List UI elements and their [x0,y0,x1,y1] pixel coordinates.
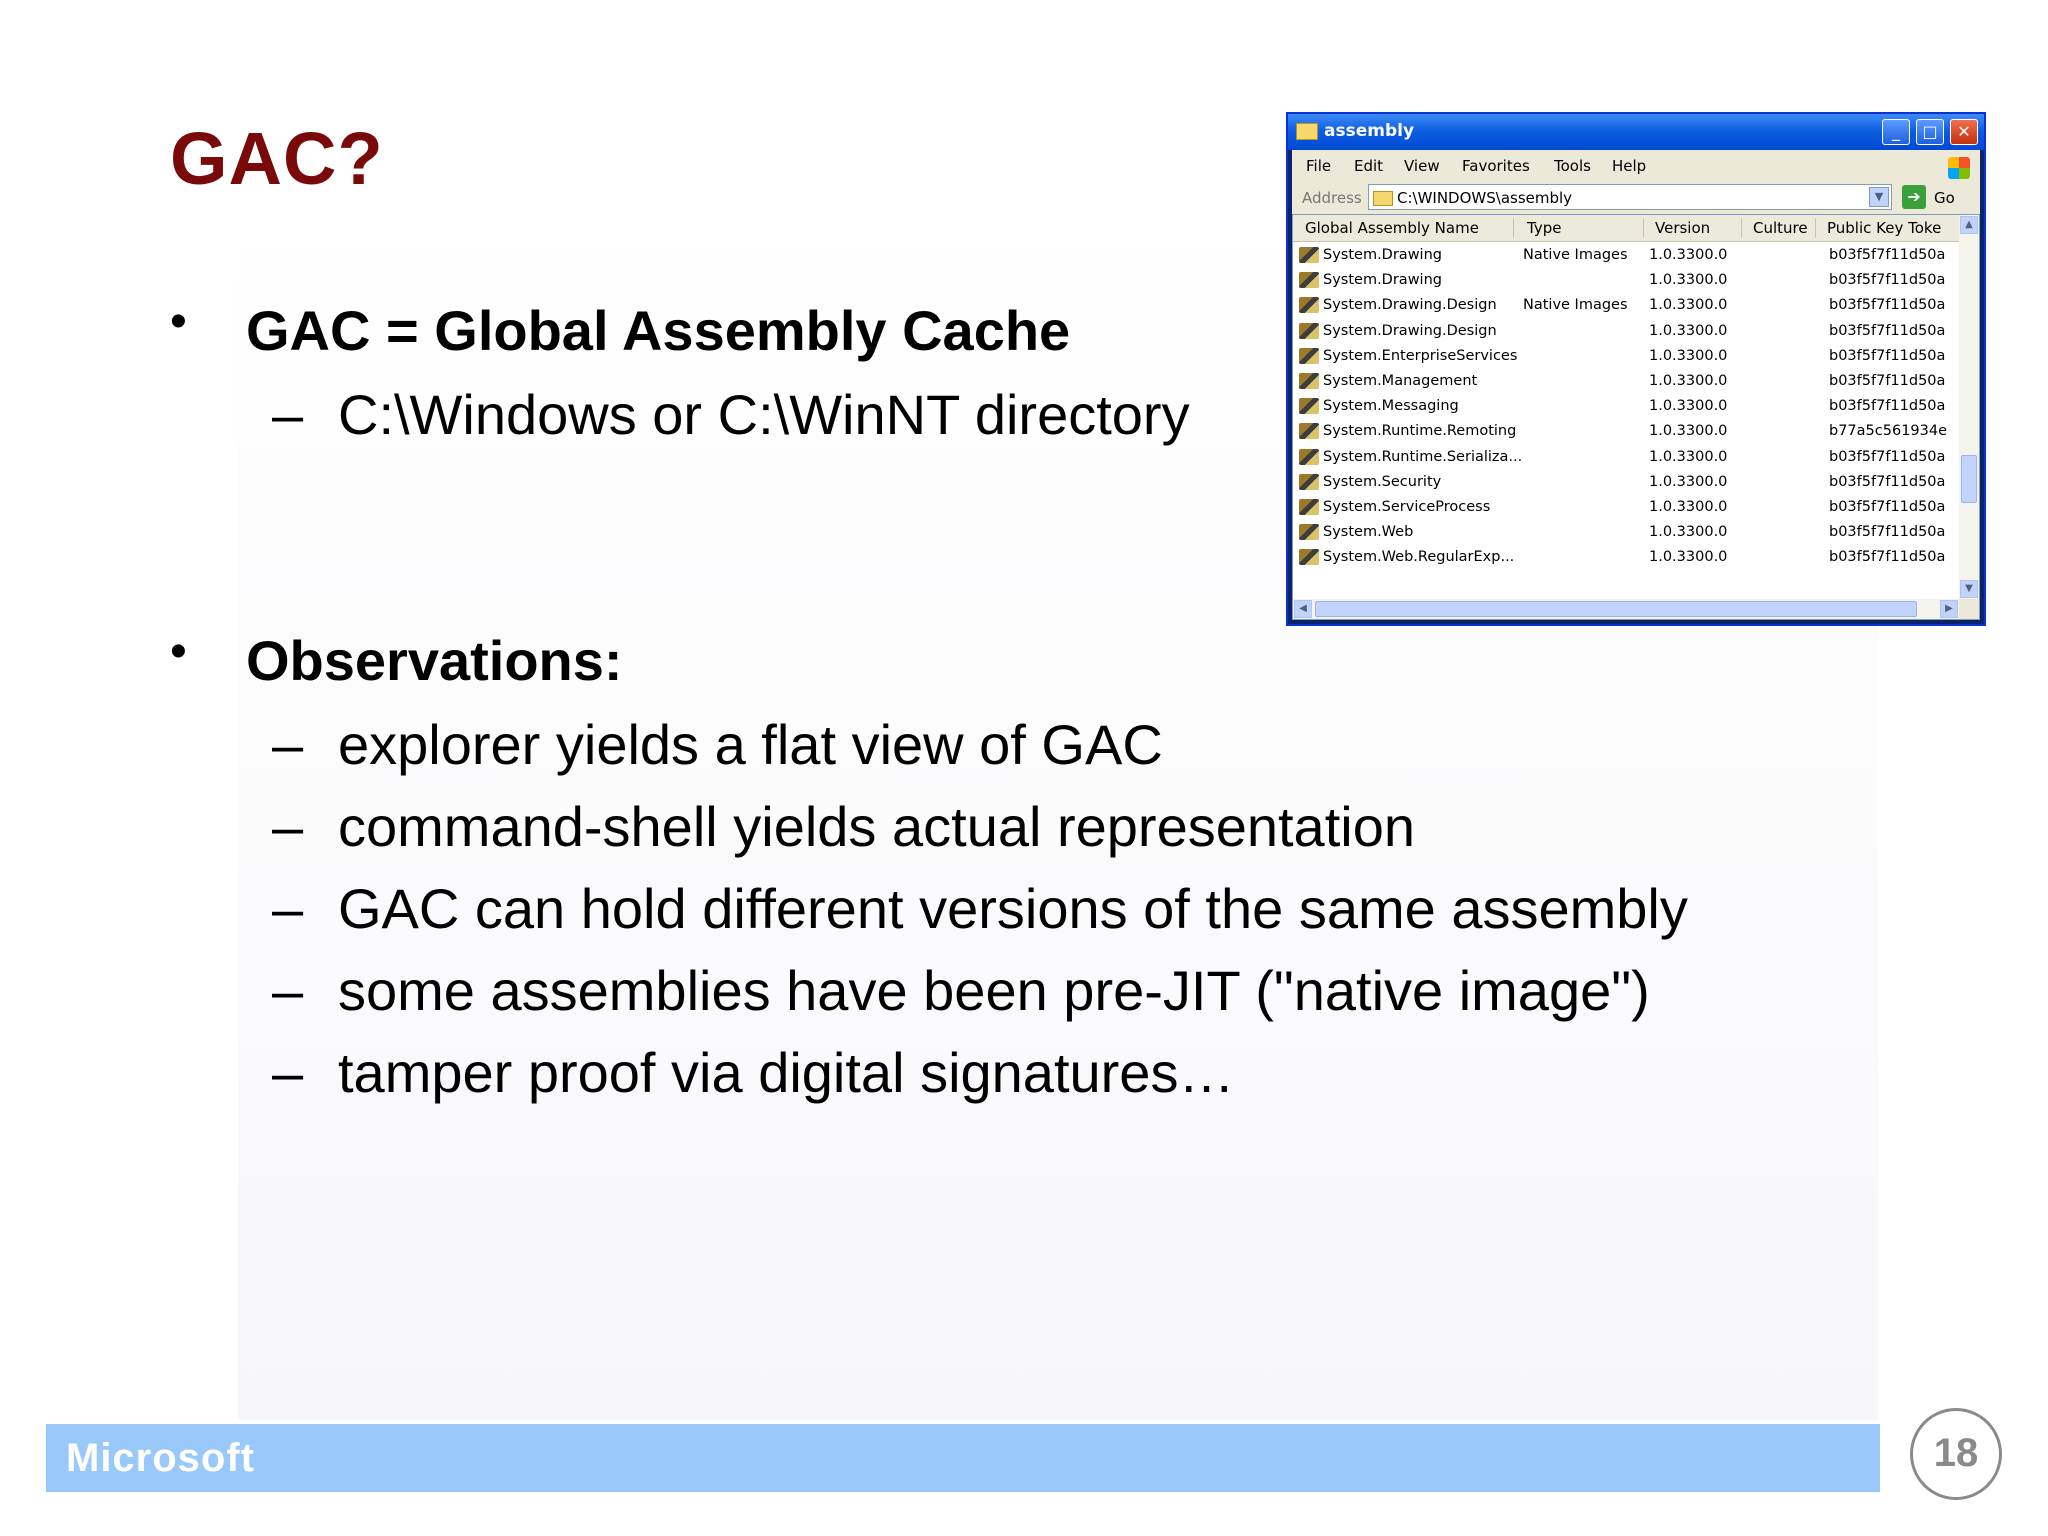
cell-public-key: b77a5c561934e [1829,423,1948,440]
table-row[interactable] [1293,520,1959,545]
assembly-icon [1299,499,1319,515]
cell-name: System.ServiceProcess [1323,498,1491,515]
footer-brand: Microsoft [66,1436,255,1480]
scroll-down-icon[interactable]: ▼ [1960,580,1978,598]
cell-version: 1.0.3300.0 [1649,372,1728,389]
menu-favorites[interactable]: Favorites [1462,157,1530,175]
cell-version: 1.0.3300.0 [1649,297,1728,314]
table-row[interactable] [1293,293,1959,318]
column-header-public-key[interactable]: Public Key Toke [1827,219,1942,237]
bullet-text: GAC = Global Assembly Cache [246,299,1071,362]
cell-version: 1.0.3300.0 [1649,272,1728,289]
sub-bullet-marker: – [272,877,304,940]
column-header-version[interactable]: Version [1655,219,1711,237]
cell-public-key: b03f5f7f11d50a [1829,398,1946,415]
cell-public-key: b03f5f7f11d50a [1829,322,1946,339]
scroll-thumb[interactable] [1961,455,1977,503]
cell-name: System.EnterpriseServices [1323,347,1518,364]
address-bar [1292,180,1980,215]
sub-bullet-text: command-shell yields actual representation [338,795,1415,858]
table-row[interactable] [1293,268,1959,293]
sub-bullet-marker: – [272,959,304,1022]
cell-public-key: b03f5f7f11d50a [1829,272,1946,289]
window-titlebar[interactable] [1288,114,1984,150]
resize-grip-icon[interactable] [1959,599,1979,619]
cell-public-key: b03f5f7f11d50a [1829,549,1946,566]
cell-name: System.Messaging [1323,398,1459,415]
cell-version: 1.0.3300.0 [1649,524,1728,541]
window-title: assembly [1324,121,1415,141]
assembly-icon [1299,449,1319,465]
assembly-icon [1299,549,1319,565]
minimize-button[interactable]: _ [1882,119,1910,145]
menu-view[interactable]: View [1404,157,1440,175]
list-header [1293,215,1959,242]
scroll-right-icon[interactable]: ▶ [1940,600,1958,618]
cell-name: System.Management [1323,372,1478,389]
cell-name: System.Drawing.Design [1323,297,1497,314]
bullet-text: Observations: [246,629,623,692]
cell-public-key: b03f5f7f11d50a [1829,247,1946,263]
folder-icon [1373,191,1393,206]
horizontal-scrollbar[interactable] [1293,599,1959,619]
cell-public-key: b03f5f7f11d50a [1829,297,1946,314]
cell-name: System.Drawing.Design [1323,322,1497,339]
bullet-marker: • [170,625,187,678]
cell-name: System.Runtime.Remoting [1323,423,1517,440]
sub-bullet-text: C:\Windows or C:\WinNT directory [338,383,1190,446]
address-label: Address [1302,189,1362,207]
cell-version: 1.0.3300.0 [1649,498,1728,515]
go-button[interactable]: Go [1934,189,1955,207]
cell-version: 1.0.3300.0 [1649,423,1728,440]
sub-bullet-text: explorer yields a flat view of GAC [338,713,1163,776]
cell-public-key: b03f5f7f11d50a [1829,347,1946,364]
footer-bar [46,1424,1880,1492]
bullet-marker: • [170,295,187,348]
cell-public-key: b03f5f7f11d50a [1829,498,1946,515]
bullet-observations [170,625,1170,698]
column-header-type[interactable]: Type [1527,219,1562,237]
table-row[interactable] [1293,394,1959,419]
table-row[interactable] [1293,344,1959,369]
assembly-icon [1299,247,1319,263]
chevron-down-icon[interactable]: ▼ [1869,187,1889,207]
table-row[interactable] [1293,369,1959,394]
menu-edit[interactable]: Edit [1354,157,1384,175]
table-row[interactable] [1293,495,1959,520]
assembly-icon [1299,423,1319,439]
cell-name: System.Web.RegularExp... [1323,549,1515,566]
table-row[interactable] [1293,243,1959,268]
assembly-icon [1299,474,1319,490]
page-number: 18 [1933,1431,1979,1475]
sub-bullet-marker: – [272,1041,304,1104]
cell-name: System.Runtime.Serializa... [1323,448,1523,465]
cell-public-key: b03f5f7f11d50a [1829,372,1946,389]
menu-help[interactable]: Help [1612,157,1647,175]
assembly-icon [1299,398,1319,414]
cell-public-key: b03f5f7f11d50a [1829,473,1946,490]
column-header-culture[interactable]: Culture [1753,219,1808,237]
go-arrow-icon[interactable]: ➔ [1902,185,1926,209]
column-header-name[interactable]: Global Assembly Name [1305,219,1479,237]
cell-version: 1.0.3300.0 [1649,398,1728,415]
table-row[interactable] [1293,319,1959,344]
bullet-gac-definition [170,295,1170,368]
scroll-left-icon[interactable]: ◀ [1294,600,1312,618]
cell-public-key: b03f5f7f11d50a [1829,448,1946,465]
maximize-button[interactable]: □ [1916,119,1944,145]
sub-bullet-text: tamper proof via digital signatures… [338,1041,1235,1104]
cell-type: Native Images [1523,247,1628,263]
scroll-up-icon[interactable]: ▲ [1960,216,1978,234]
table-row[interactable] [1293,470,1959,495]
cell-version: 1.0.3300.0 [1649,473,1728,490]
sub-bullet-text: GAC can hold different versions of the same assembly [338,877,1688,940]
sub-bullet-marker: – [272,713,304,776]
sub-bullet-marker: – [272,795,304,858]
assembly-icon [1299,323,1319,339]
assembly-icon [1299,272,1319,288]
cell-version: 1.0.3300.0 [1649,347,1728,364]
cell-name: System.Security [1323,473,1442,490]
cell-version: 1.0.3300.0 [1649,549,1728,566]
table-row[interactable] [1293,419,1959,444]
cell-type: Native Images [1523,297,1628,314]
cell-name: System.Drawing [1323,247,1442,263]
address-input[interactable] [1368,184,1892,210]
cell-version: 1.0.3300.0 [1649,448,1728,465]
table-row[interactable] [1293,445,1959,470]
cell-name: System.Web [1323,524,1414,541]
cell-version: 1.0.3300.0 [1649,247,1728,263]
explorer-window [1286,112,1986,626]
menu-file[interactable]: File [1306,157,1332,175]
assembly-icon [1299,297,1319,313]
address-value: C:\WINDOWS\assembly [1397,189,1573,207]
close-button[interactable]: ✕ [1950,119,1978,145]
menu-bar [1292,150,1980,181]
windows-logo-icon [1948,157,1970,179]
vertical-scrollbar[interactable] [1959,215,1979,599]
slide-title: GAC? [170,117,384,200]
cell-name: System.Drawing [1323,272,1442,289]
cell-public-key: b03f5f7f11d50a [1829,524,1946,541]
assembly-icon [1299,348,1319,364]
assembly-list [1292,214,1980,620]
folder-icon [1296,123,1318,140]
list-rows [1293,243,1959,570]
menu-tools[interactable]: Tools [1554,157,1591,175]
table-row[interactable] [1293,545,1959,570]
cell-version: 1.0.3300.0 [1649,322,1728,339]
sub-bullet-text: some assemblies have been pre-JIT ("native image") [338,959,1650,1022]
scroll-thumb[interactable] [1315,601,1917,617]
sub-bullet-marker: – [272,383,304,446]
page-number-badge [1910,1408,2002,1500]
assembly-icon [1299,524,1319,540]
assembly-icon [1299,373,1319,389]
